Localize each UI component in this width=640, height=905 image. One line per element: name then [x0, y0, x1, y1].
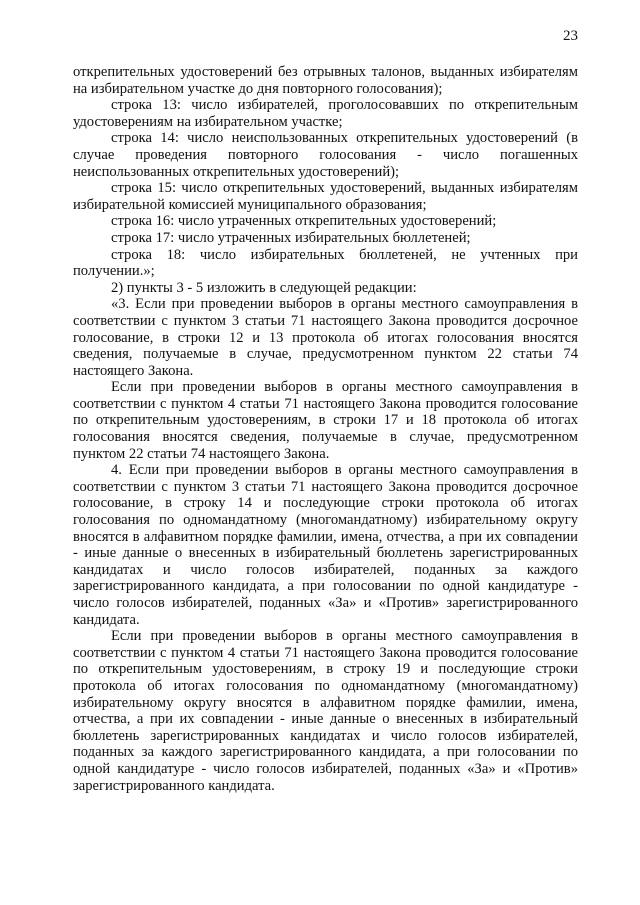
paragraph-line-16: строка 16: число утраченных открепительных удостоверений; — [111, 213, 497, 230]
paragraph-amendment-2: 2) пункты 3 - 5 изложить в следующей редакции: — [111, 279, 417, 296]
paragraph-line-15: строка 15: число открепительных удостоверений, выданных избирателям избирательной комиссией муниципального образования; — [73, 180, 578, 213]
paragraph-point-3-part-2: Если при проведении выборов в органы местного самоуправления в соответствии с пунктом 4 статьи 71 настоящего Закона проводится голосование по открепительным удостоверениям, в строки 17 и 18 протокола об итогах голосования вносятся сведения, получаемые в случае, предусмотренном пунктом 22 статьи 74 настоящего Закона. — [73, 379, 578, 462]
paragraph-line-18: строка 18: число избирательных бюллетеней, не учтенных при получении.»; — [73, 246, 578, 280]
paragraph-continuation: открепительных удостоверений без отрывных талонов, выданных избирателям на избирательном участке до дня повторного голосования); — [73, 64, 578, 97]
paragraph-line-13: строка 13: число избирателей, проголосовавших по открепительным удостоверениям на избирательном участке; — [73, 97, 578, 130]
paragraph-point-3: «3. Если при проведении выборов в органы местного самоуправления в соответствии с пунктом 3 статьи 71 настоящего Закона проводится досрочное голосование, в строки 12 и 13 протокола об итогах голосования вносятся сведения, получаемые в случае, предусмотренном пунктом 22 статьи 74 настоящего Закона. — [73, 296, 578, 379]
paragraph-point-4-part-2: Если при проведении выборов в органы местного самоуправления в соответствии с пунктом 4 статьи 71 настоящего Закона проводится голосование по открепительным удостоверениям, в строку 19 и последующие строки протокола об итогах голосования по одномандатному (многомандатному) избирательному округу вносятся в алфавитном порядке фамилии, имена, отчества, а при их совпадении - иные данные о внесенных в избирательный бюллетень зарегистрированных кандидатах и число голосов избирателей, поданных за каждого зарегистрированного кандидата, а при голосовании по одной кандидатуре - число голосов избирателей, поданных «За» и «Против» зарегистрированного кандидата. — [73, 628, 578, 794]
page-number: 23 — [563, 28, 578, 44]
paragraph-point-4: 4. Если при проведении выборов в органы местного самоуправления в соответствии с пунктом 3 статьи 71 настоящего Закона проводится досрочное голосование, в строку 14 и последующие строки протокола об итогах голосования по одномандатному (многомандатному) избирательному округу вносятся в алфавитном порядке фамилии, имена, отчества, а при их совпадении - иные данные о внесенных в избирательный бюллетень зарегистрированных кандидатах и число голосов избирателей, поданных за каждого зарегистрированного кандидата, а при голосовании по одной кандидатуре - число голосов избирателей, поданных «За» и «Против» зарегистрированного кандидата. — [73, 462, 578, 628]
paragraph-line-14: строка 14: число неиспользованных открепительных удостоверений (в случае проведения повторного голосования - число погашенных неиспользованных открепительных удостоверений); — [73, 130, 578, 180]
document-body — [73, 64, 578, 794]
paragraph-line-17: строка 17: число утраченных избирательных бюллетеней; — [111, 229, 471, 246]
